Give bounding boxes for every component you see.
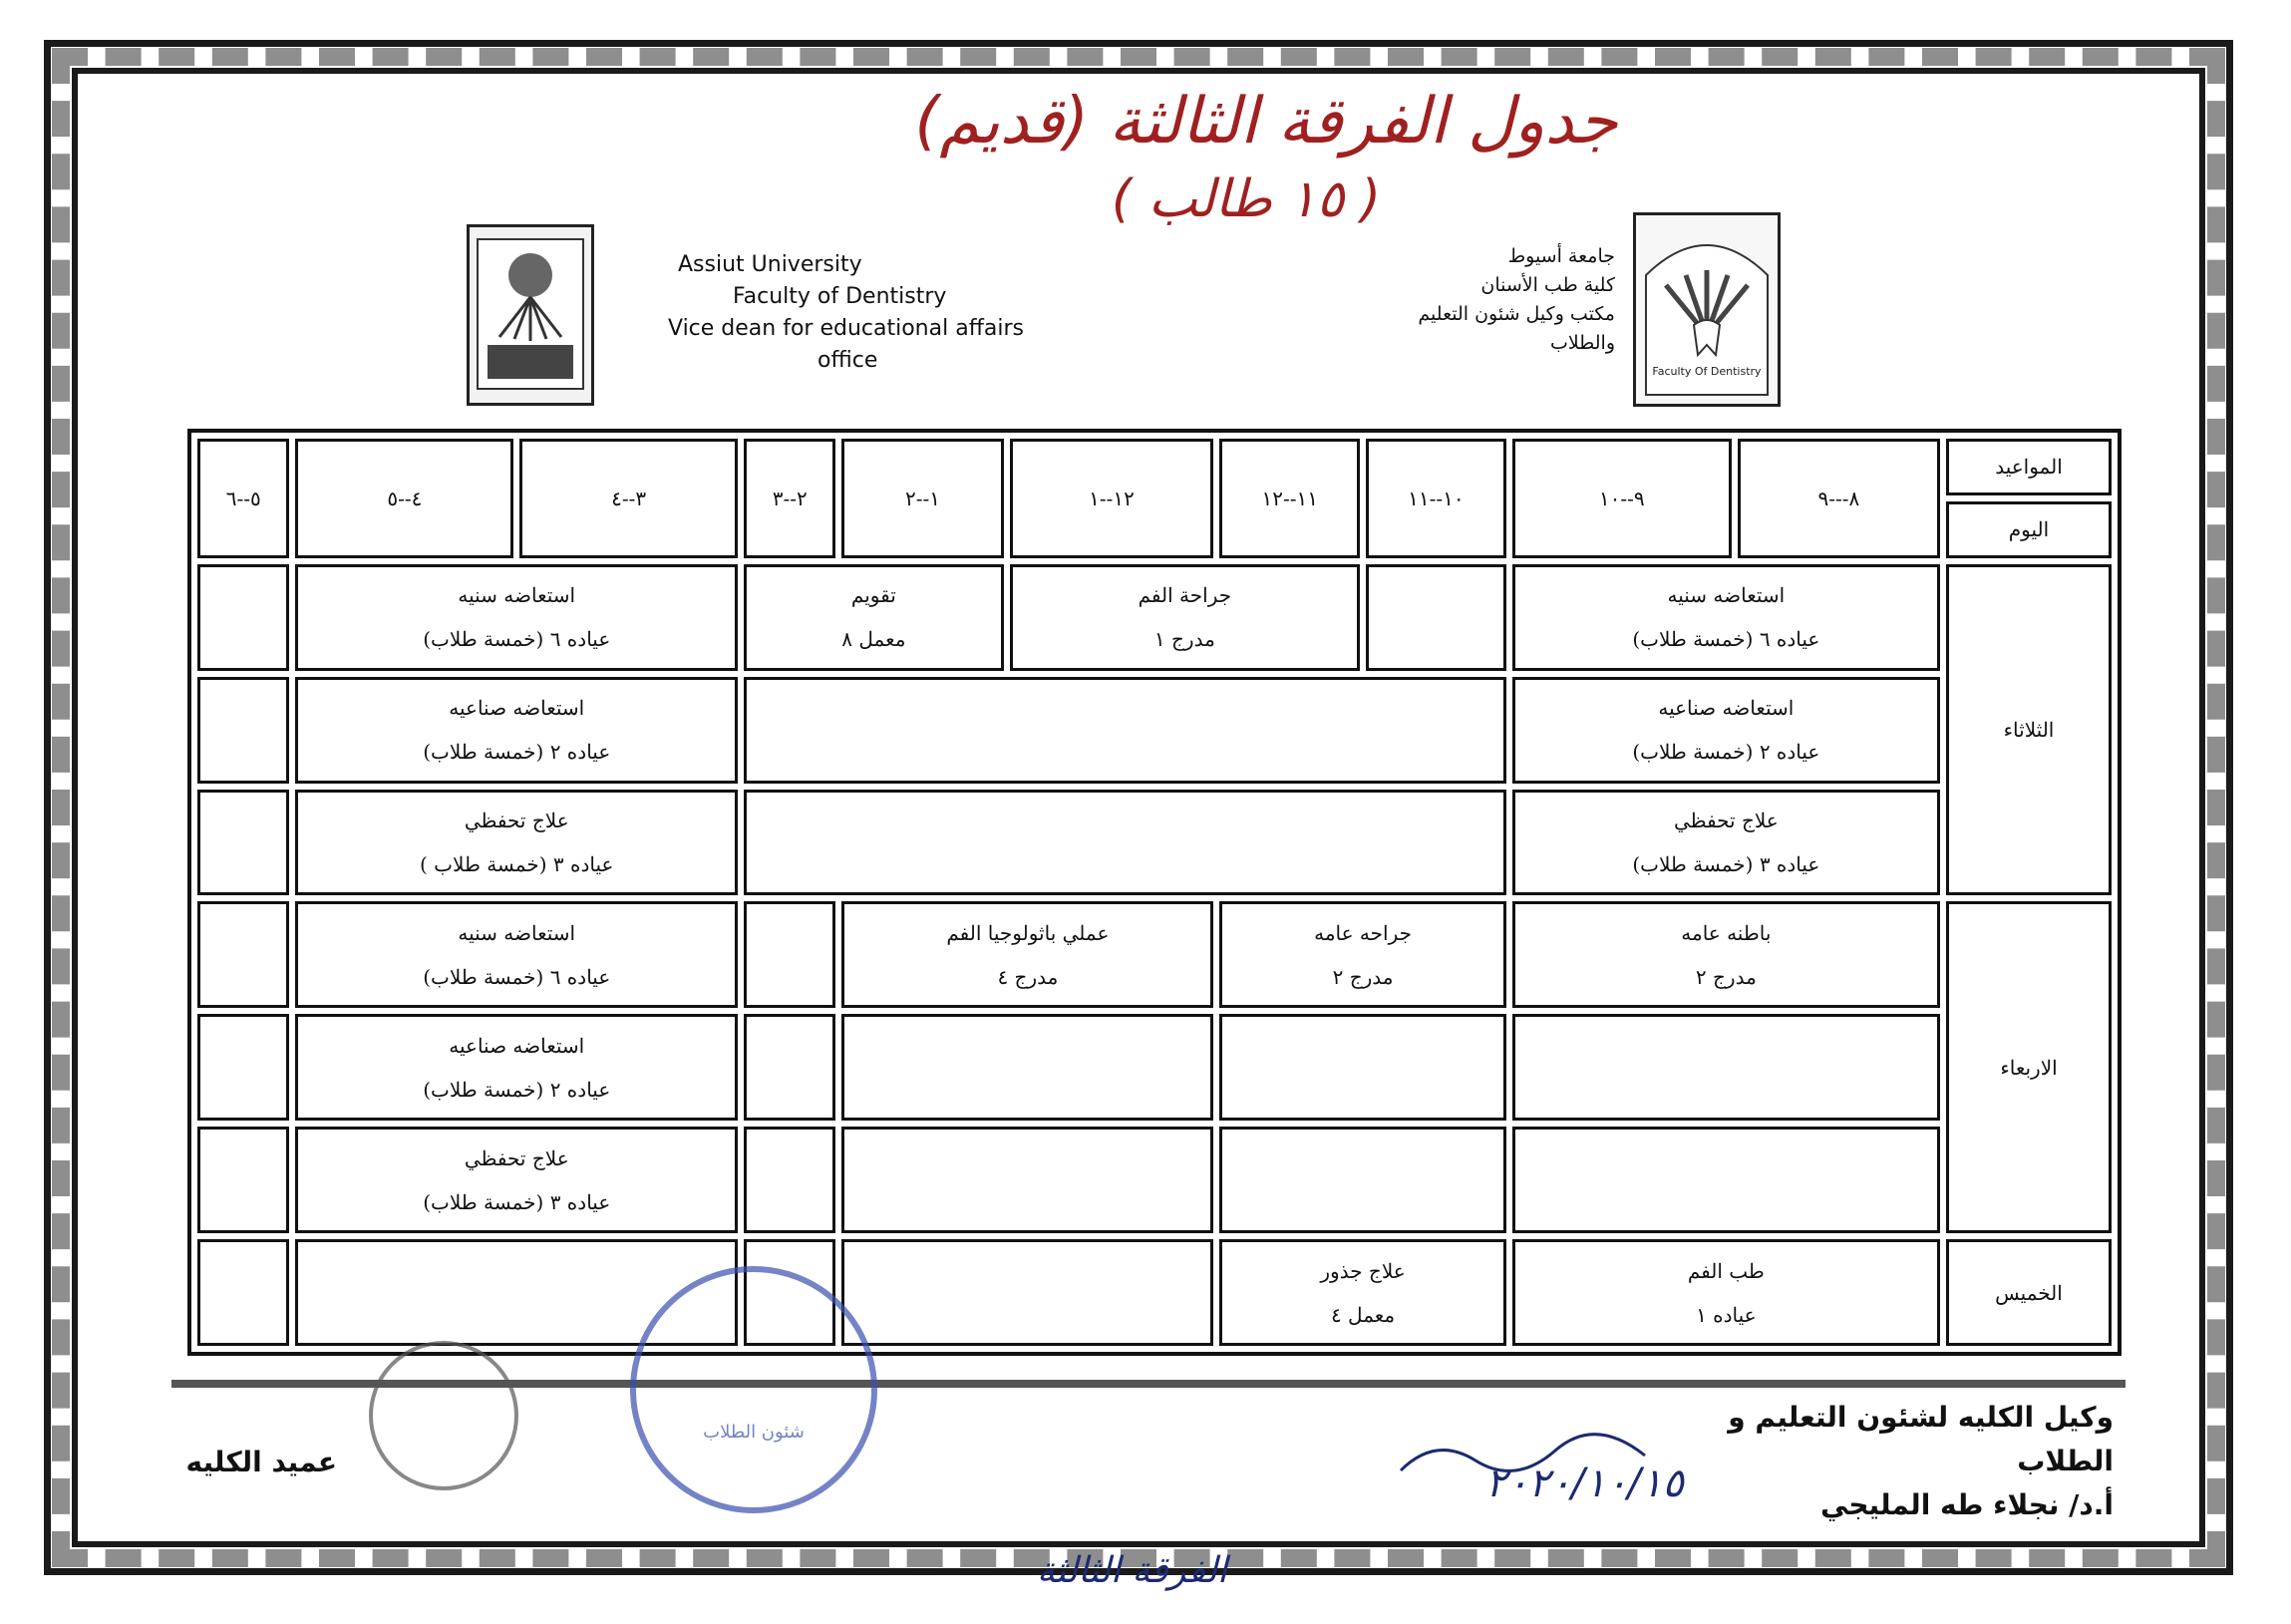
student-affairs-stamp — [630, 1266, 877, 1513]
empty-cell — [1512, 1127, 1940, 1233]
schedule-cell: علاج تحفظي عياده ٣ (خمسة طلاب ) — [295, 790, 738, 896]
university-name-ar: جامعة أسيوط — [1507, 245, 1615, 267]
schedule-cell: استعاضه سنيه عياده ٦ (خمسة طلاب) — [295, 901, 738, 1008]
stamp-text: شئون الطلاب — [703, 1422, 805, 1443]
time-slot: ٨---٩ — [1738, 439, 1940, 558]
table-row — [197, 677, 2112, 784]
faculty-seal-stamp — [369, 1341, 518, 1490]
empty-cell — [841, 1239, 1213, 1346]
time-slot: ٢--٣ — [744, 439, 835, 558]
empty-cell — [841, 1127, 1213, 1233]
table-row — [197, 1127, 2112, 1233]
corner-times-label: المواعيد — [1946, 439, 2112, 495]
schedule-table — [187, 429, 2122, 1356]
schedule-cell: جراحة الفم مدرج ١ — [1010, 564, 1360, 671]
empty-cell — [841, 1014, 1213, 1121]
schedule-cell: علاج تحفظي عياده ٣ (خمسة طلاب) — [1512, 790, 1940, 896]
empty-cell — [744, 790, 1506, 896]
schedule-cell: استعاضه سنيه عياده ٦ (خمسة طلاب) — [295, 564, 738, 671]
schedule-cell: استعاضه صناعيه عياده ٢ (خمسة طلاب) — [295, 1014, 738, 1121]
day-wednesday: الاربعاء — [1946, 901, 2112, 1233]
schedule-cell: علاج تحفظي عياده ٣ (خمسة طلاب) — [295, 1127, 738, 1233]
empty-cell — [1366, 564, 1506, 671]
time-slot: ١٢--١ — [1010, 439, 1214, 558]
day-thursday: الخميس — [1946, 1239, 2112, 1346]
header-row-times — [197, 439, 2112, 495]
office-name: Vice dean for educational affairs — [668, 316, 1024, 341]
schedule-cell: استعاضه صناعيه عياده ٢ (خمسة طلاب) — [295, 677, 738, 784]
office-suffix: office — [818, 348, 878, 373]
schedule-cell: جراحه عامه مدرج ٢ — [1219, 901, 1505, 1008]
schedule-cell: استعاضه سنيه عياده ٦ (خمسة طلاب) — [1512, 564, 1940, 671]
handwritten-title: جدول الفرقة الثالثة (قديم) — [914, 85, 1618, 159]
empty-cell — [197, 1127, 289, 1233]
university-name: Assiut University — [678, 252, 862, 277]
schedule-cell: باطنه عامه مدرج ٢ — [1512, 901, 1940, 1008]
empty-cell — [197, 564, 289, 671]
handwritten-subtitle: ( ١٥ طالب ) — [1111, 169, 1382, 229]
empty-cell — [197, 1014, 289, 1121]
empty-cell — [744, 1127, 835, 1233]
handwritten-note: الفرقة الثالثة — [1037, 1550, 1227, 1591]
dean-title: عميد الكليه — [185, 1446, 337, 1478]
time-slot: ٣--٤ — [519, 439, 738, 558]
empty-cell — [197, 1239, 289, 1346]
time-slot: ١١--١٢ — [1219, 439, 1360, 558]
table-row — [197, 790, 2112, 896]
faculty-name: Faculty of Dentistry — [733, 284, 947, 309]
empty-cell — [1219, 1127, 1505, 1233]
schedule-cell: عملي باثولوجيا الفم مدرج ٤ — [841, 901, 1213, 1008]
empty-cell — [197, 677, 289, 784]
vice-dean-signature-block — [1655, 1396, 2114, 1527]
time-slot: ٥--٦ — [197, 439, 289, 558]
time-slot: ١٠--١١ — [1366, 439, 1506, 558]
table-row — [197, 1014, 2112, 1121]
empty-cell — [197, 790, 289, 896]
time-slot: ٤--٥ — [295, 439, 513, 558]
schedule-cell: استعاضه صناعيه عياده ٢ (خمسة طلاب) — [1512, 677, 1940, 784]
empty-cell — [1512, 1014, 1940, 1121]
empty-cell — [744, 901, 835, 1008]
schedule-cell: طب الفم عياده ١ — [1512, 1239, 1940, 1346]
office-name-ar: مكتب وكيل شئون التعليم — [1418, 303, 1615, 325]
handwritten-date: ٢٠٢٠/١٠/١٥ — [1485, 1461, 1684, 1506]
empty-cell — [1219, 1014, 1505, 1121]
table-row — [197, 901, 2112, 1008]
faculty-of-dentistry-logo — [1633, 212, 1781, 407]
schedule-cell: علاج جذور معمل ٤ — [1219, 1239, 1505, 1346]
corner-day-label: اليوم — [1946, 501, 2112, 558]
empty-cell — [197, 901, 289, 1008]
table-row — [197, 564, 2112, 671]
faculty-name-ar: كلية طب الأسنان — [1480, 274, 1615, 296]
day-tuesday: الثلاثاء — [1946, 564, 2112, 896]
schedule-cell: تقويم معمل ٨ — [744, 564, 1004, 671]
logo-caption: Faculty Of Dentistry — [1652, 365, 1762, 378]
office-suffix-ar: والطلاب — [1549, 332, 1615, 354]
header-arabic — [1326, 242, 1615, 358]
empty-cell — [744, 677, 1506, 784]
time-slot: ١--٢ — [841, 439, 1003, 558]
empty-cell — [744, 1014, 835, 1121]
vice-dean-title: وكيل الكليه لشئون التعليم و الطلاب — [1728, 1401, 2114, 1477]
time-slot: ٩--١٠ — [1512, 439, 1732, 558]
assiut-university-logo — [467, 224, 594, 406]
table-row — [197, 1239, 2112, 1346]
header-english — [658, 249, 1077, 377]
vice-dean-name: أ.د/ نجلاء طه المليجي — [1820, 1488, 2114, 1521]
